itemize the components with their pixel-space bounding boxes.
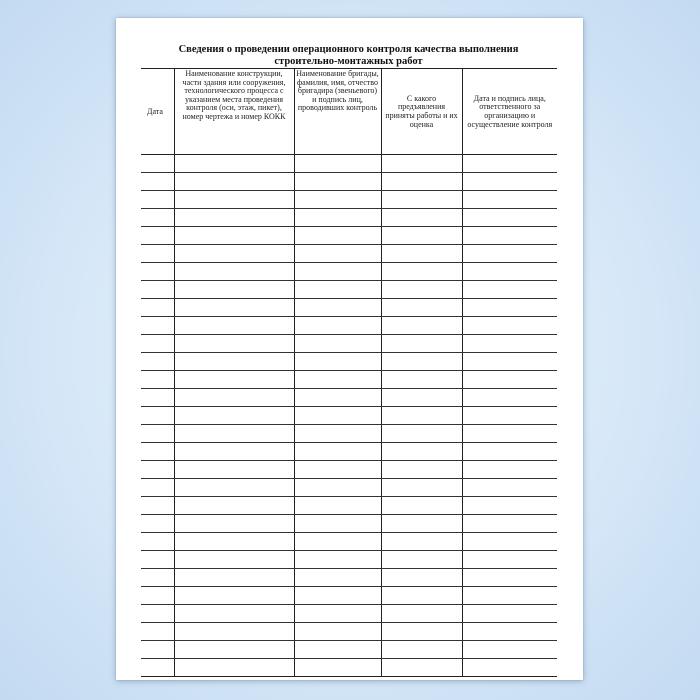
- table-cell[interactable]: [462, 461, 557, 479]
- table-cell[interactable]: [141, 191, 174, 209]
- table-cell[interactable]: [174, 533, 294, 551]
- table-cell[interactable]: [141, 155, 174, 173]
- table-row: [141, 245, 557, 263]
- table-row: [141, 299, 557, 317]
- table-row: [141, 641, 557, 659]
- table-cell[interactable]: [462, 191, 557, 209]
- table-cell[interactable]: [462, 209, 557, 227]
- table-cell[interactable]: [294, 389, 381, 407]
- table-cell[interactable]: [294, 407, 381, 425]
- table-row: [141, 371, 557, 389]
- table-cell[interactable]: [381, 641, 462, 659]
- table-row: [141, 389, 557, 407]
- table-cell[interactable]: [174, 497, 294, 515]
- table-cell[interactable]: [294, 353, 381, 371]
- table-cell[interactable]: [462, 155, 557, 173]
- table-cell[interactable]: [174, 659, 294, 677]
- table-row: [141, 209, 557, 227]
- table-cell[interactable]: [174, 587, 294, 605]
- table-cell[interactable]: [462, 551, 557, 569]
- table-cell[interactable]: [462, 659, 557, 677]
- table-cell[interactable]: [174, 155, 294, 173]
- table-cell[interactable]: [294, 479, 381, 497]
- table-cell[interactable]: [174, 641, 294, 659]
- table-cell[interactable]: [294, 227, 381, 245]
- table-cell[interactable]: [381, 605, 462, 623]
- table-cell[interactable]: [294, 497, 381, 515]
- table-cell[interactable]: [462, 407, 557, 425]
- table-row: [141, 461, 557, 479]
- table-cell[interactable]: [381, 533, 462, 551]
- column-header-responsible: Дата и подпись лица, ответственного за организацию и осуществление контроля: [462, 69, 557, 155]
- table-cell[interactable]: [381, 551, 462, 569]
- table-row: [141, 155, 557, 173]
- table-cell[interactable]: [294, 569, 381, 587]
- header-row: [141, 69, 557, 155]
- table-cell[interactable]: [381, 569, 462, 587]
- table-cell[interactable]: [294, 641, 381, 659]
- table-cell[interactable]: [381, 407, 462, 425]
- table-cell[interactable]: [141, 461, 174, 479]
- table-cell[interactable]: [174, 443, 294, 461]
- table-cell[interactable]: [462, 281, 557, 299]
- table-cell[interactable]: [174, 335, 294, 353]
- table-cell[interactable]: [294, 425, 381, 443]
- table-cell[interactable]: [141, 335, 174, 353]
- table-cell[interactable]: [381, 659, 462, 677]
- table-row: [141, 551, 557, 569]
- table-row: [141, 587, 557, 605]
- table-cell[interactable]: [462, 371, 557, 389]
- table-cell[interactable]: [174, 479, 294, 497]
- table-cell[interactable]: [141, 389, 174, 407]
- table-cell[interactable]: [381, 209, 462, 227]
- table-cell[interactable]: [462, 569, 557, 587]
- table-cell[interactable]: [141, 533, 174, 551]
- table-row: [141, 407, 557, 425]
- document-page: [116, 18, 583, 680]
- title-line-2: строительно-монтажных работ: [274, 56, 423, 67]
- column-header-acceptance: С какого предъявления приняты работы и их оценка: [381, 69, 462, 155]
- table-cell[interactable]: [381, 443, 462, 461]
- table-cell[interactable]: [294, 335, 381, 353]
- column-header-structure: Наименование конструкции, части здания или сооружения, технологического процесса с указанием места проведения контроля (оси, этаж, пикет), номер чертежа и номер КОКК: [174, 69, 294, 155]
- table-body: [141, 155, 557, 677]
- table-cell[interactable]: [294, 443, 381, 461]
- table-cell[interactable]: [141, 263, 174, 281]
- table-row: [141, 569, 557, 587]
- table-cell[interactable]: [462, 587, 557, 605]
- table-cell[interactable]: [381, 497, 462, 515]
- table-cell[interactable]: [174, 191, 294, 209]
- table-header: [141, 69, 557, 155]
- table-cell[interactable]: [174, 623, 294, 641]
- table-cell[interactable]: [381, 155, 462, 173]
- table-cell[interactable]: [381, 191, 462, 209]
- table-cell[interactable]: [141, 209, 174, 227]
- table-cell[interactable]: [294, 155, 381, 173]
- table-cell[interactable]: [141, 245, 174, 263]
- table-cell[interactable]: [381, 317, 462, 335]
- table-row: [141, 227, 557, 245]
- table-cell[interactable]: [462, 425, 557, 443]
- table-cell[interactable]: [141, 173, 174, 191]
- table-cell[interactable]: [141, 623, 174, 641]
- table-cell[interactable]: [462, 443, 557, 461]
- table-cell[interactable]: [462, 173, 557, 191]
- table-cell[interactable]: [462, 497, 557, 515]
- table-cell[interactable]: [174, 317, 294, 335]
- table-cell[interactable]: [381, 173, 462, 191]
- title-line-1: Сведения о проведении операционного контроля качества выполнения: [178, 44, 519, 55]
- table-cell[interactable]: [294, 245, 381, 263]
- table-cell[interactable]: [174, 371, 294, 389]
- table-cell[interactable]: [141, 497, 174, 515]
- table-cell[interactable]: [174, 389, 294, 407]
- table-cell[interactable]: [141, 353, 174, 371]
- table-row: [141, 173, 557, 191]
- table-cell[interactable]: [141, 587, 174, 605]
- table-cell[interactable]: [381, 299, 462, 317]
- table-cell[interactable]: [174, 515, 294, 533]
- table-cell[interactable]: [294, 551, 381, 569]
- table-cell[interactable]: [294, 659, 381, 677]
- table-cell[interactable]: [141, 551, 174, 569]
- table-row: [141, 425, 557, 443]
- table-cell[interactable]: [174, 605, 294, 623]
- table-row: [141, 335, 557, 353]
- table-cell[interactable]: [294, 371, 381, 389]
- table-cell[interactable]: [294, 461, 381, 479]
- table-cell[interactable]: [294, 299, 381, 317]
- table-cell[interactable]: [381, 245, 462, 263]
- table-cell[interactable]: [381, 263, 462, 281]
- table-cell[interactable]: [141, 425, 174, 443]
- table-cell[interactable]: [381, 623, 462, 641]
- table-cell[interactable]: [141, 479, 174, 497]
- table-cell[interactable]: [462, 533, 557, 551]
- table-cell[interactable]: [141, 281, 174, 299]
- table-cell[interactable]: [462, 227, 557, 245]
- table-cell[interactable]: [381, 281, 462, 299]
- table-row: [141, 263, 557, 281]
- table-cell[interactable]: [174, 245, 294, 263]
- table-cell[interactable]: [381, 335, 462, 353]
- table-cell[interactable]: [141, 299, 174, 317]
- table-cell[interactable]: [462, 245, 557, 263]
- column-header-brigade: Наименование бригады, фамилия, имя, отчество бригадира (звеньевого) и подпись лиц, проводивших контроль: [294, 69, 381, 155]
- table-cell[interactable]: [294, 191, 381, 209]
- table-cell[interactable]: [462, 317, 557, 335]
- document-title: [141, 44, 556, 68]
- table-row: [141, 443, 557, 461]
- table-cell[interactable]: [174, 407, 294, 425]
- table-cell[interactable]: [174, 173, 294, 191]
- table-cell[interactable]: [381, 425, 462, 443]
- table-cell[interactable]: [141, 371, 174, 389]
- table-cell[interactable]: [294, 587, 381, 605]
- table-cell[interactable]: [462, 389, 557, 407]
- table-cell[interactable]: [381, 227, 462, 245]
- table-cell[interactable]: [294, 605, 381, 623]
- table-row: [141, 191, 557, 209]
- table-cell[interactable]: [381, 461, 462, 479]
- table-cell[interactable]: [294, 515, 381, 533]
- table-cell[interactable]: [141, 515, 174, 533]
- table-cell[interactable]: [294, 533, 381, 551]
- table-cell[interactable]: [174, 551, 294, 569]
- table-cell[interactable]: [174, 461, 294, 479]
- table-cell[interactable]: [462, 515, 557, 533]
- table-cell[interactable]: [174, 299, 294, 317]
- table-row: [141, 353, 557, 371]
- table-cell[interactable]: [174, 569, 294, 587]
- table-cell[interactable]: [174, 353, 294, 371]
- table-cell[interactable]: [294, 317, 381, 335]
- table-row: [141, 659, 557, 677]
- table-cell[interactable]: [294, 173, 381, 191]
- table-cell[interactable]: [381, 479, 462, 497]
- table-cell[interactable]: [141, 605, 174, 623]
- table-cell[interactable]: [462, 623, 557, 641]
- table-cell[interactable]: [462, 335, 557, 353]
- table-cell[interactable]: [294, 263, 381, 281]
- table-cell[interactable]: [174, 209, 294, 227]
- table-cell[interactable]: [141, 443, 174, 461]
- table-cell[interactable]: [381, 371, 462, 389]
- table-cell[interactable]: [141, 569, 174, 587]
- table-cell[interactable]: [381, 587, 462, 605]
- table-cell[interactable]: [141, 317, 174, 335]
- table-cell[interactable]: [141, 227, 174, 245]
- table-cell[interactable]: [462, 641, 557, 659]
- table-cell[interactable]: [174, 227, 294, 245]
- table-cell[interactable]: [141, 641, 174, 659]
- table-cell[interactable]: [174, 425, 294, 443]
- table-cell[interactable]: [174, 281, 294, 299]
- table-cell[interactable]: [141, 407, 174, 425]
- table-cell[interactable]: [462, 605, 557, 623]
- inspection-journal-table: [141, 68, 557, 677]
- table-row: [141, 605, 557, 623]
- table-row: [141, 623, 557, 641]
- table-cell[interactable]: [462, 479, 557, 497]
- table-cell[interactable]: [462, 263, 557, 281]
- table-cell[interactable]: [141, 659, 174, 677]
- table-cell[interactable]: [294, 623, 381, 641]
- table-cell[interactable]: [462, 299, 557, 317]
- table-row: [141, 497, 557, 515]
- table-cell[interactable]: [294, 209, 381, 227]
- table-row: [141, 281, 557, 299]
- column-header-date: Дата: [141, 69, 174, 155]
- table-cell[interactable]: [381, 353, 462, 371]
- table-cell[interactable]: [462, 353, 557, 371]
- table-cell[interactable]: [174, 263, 294, 281]
- table-cell[interactable]: [294, 281, 381, 299]
- table-cell[interactable]: [381, 515, 462, 533]
- table-row: [141, 515, 557, 533]
- table-cell[interactable]: [381, 389, 462, 407]
- table-row: [141, 533, 557, 551]
- table-row: [141, 479, 557, 497]
- table-row: [141, 317, 557, 335]
